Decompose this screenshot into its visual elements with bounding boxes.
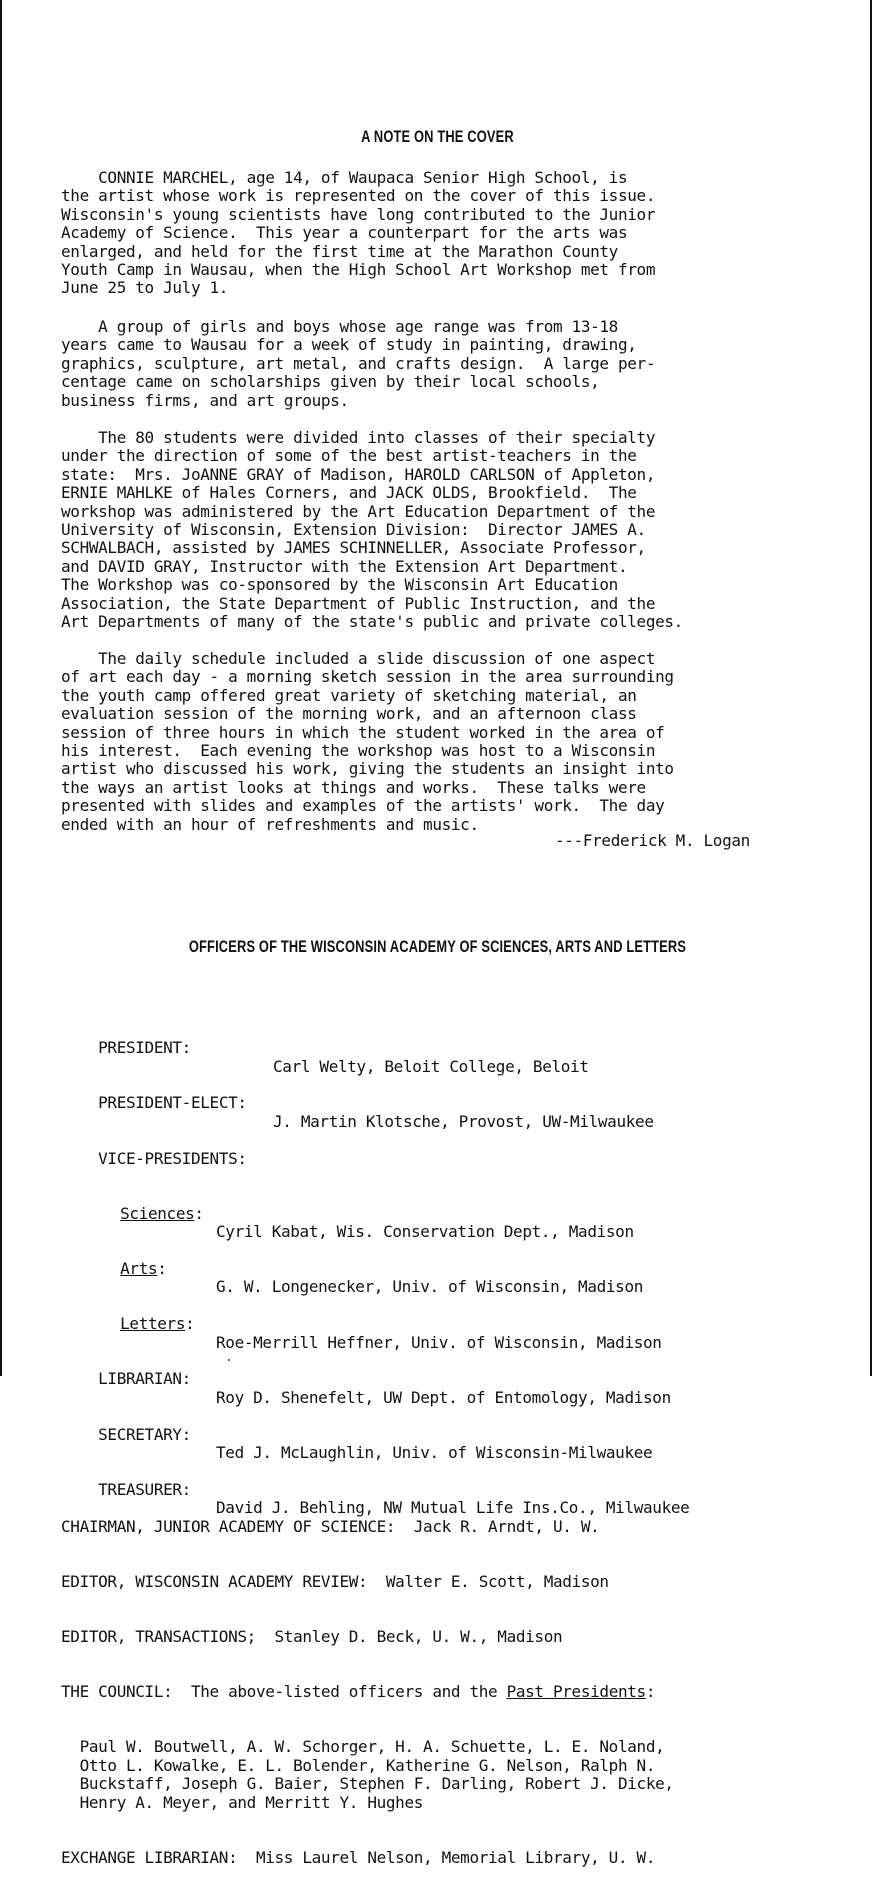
officer-row-vice-presidents [61, 1131, 674, 1168]
officer-label: PRESIDENT-ELECT: [98, 1093, 247, 1113]
officer-value: Ted J. McLaughlin, Univ. of Wisconsin-Milwaukee [216, 1443, 653, 1463]
council-members: Paul W. Boutwell, A. W. Schorger, H. A. Schuette, L. E. Noland, Otto L. Kowalke, E. L. Bolender, Katherine G. Nelson, Ralph N. Buckstaff, Joseph G. Baier, Stephen F. Darling, Robert J. Dicke, Henry A. Meyer, and Merritt Y. Hughes [79, 1737, 674, 1812]
officers-list [61, 984, 690, 1886]
officer-label: SECRETARY: [98, 1424, 191, 1444]
officer-label: PRESIDENT: [98, 1038, 191, 1058]
officer-row-president [61, 1021, 674, 1076]
officer-row-secretary [61, 1407, 674, 1463]
officer-row-editor-transactions: EDITOR, TRANSACTIONS; Stanley D. Beck, U. W., Madison [61, 1627, 563, 1647]
cover-note-title: A NOTE ON THE COVER [361, 128, 514, 146]
officers-title: OFFICERS OF THE WISCONSIN ACADEMY OF SCIENCES, ARTS AND LETTERS [188, 938, 687, 956]
officer-sublabel: Arts [120, 1259, 158, 1279]
officer-sublabel: Sciences [120, 1203, 195, 1223]
cover-note-paragraph: The daily schedule included a slide discussion of one aspect of art each day - a morning sketch session in the area surrounding the youth camp offered great variety of sketching material, an evaluation session of the morning work, and an afternoon class session of three hours in which the student worked in the area of his interest. Each evening the workshop was host to a Wisconsin artist who discussed his work, giving the students an insight into the ways an artist looks at things and works. These talks were presented with slides and examples of the artists' work. The day ended with an hour of refreshments and music. [61, 649, 674, 834]
officer-row-sciences: Sciences: Cyril Kabat, Wis. Conservation Dept., Madison [120, 1203, 634, 1242]
officer-row-treasurer [61, 1462, 690, 1518]
cover-note-paragraph: A group of girls and boys whose age range was from 13-18 years came to Wausau for a week of study in painting, drawing, graphics, sculpture, art metal, and crafts design. A large per- centage came on scholarships given by their local schools, business firms, and art groups. [61, 317, 656, 410]
author-signature: ---Frederick M. Logan [555, 831, 750, 850]
officer-row-editor-review: EDITOR, WISCONSIN ACADEMY REVIEW: Walter E. Scott, Madison [61, 1571, 609, 1591]
stray-mark [228, 1359, 230, 1361]
cover-note-paragraph: CONNIE MARCHEL, age 14, of Waupaca Senior High School, is the artist whose work is represented on the cover of this issue. Wisconsin's young scientists have long contributed to the Junior Academy of Science. This year a counterpart for the arts was enlarged, and held for the first time at the Marathon County Youth Camp in Wausau, when the High School Art Workshop met from June 25 to July 1. [61, 168, 656, 298]
officer-value: Carl Welty, Beloit College, Beloit [273, 1056, 589, 1076]
officer-row-arts: Arts: G. W. Longenecker, Univ. of Wisconsin, Madison [120, 1259, 644, 1297]
officer-label: LIBRARIAN: [98, 1369, 191, 1389]
officer-label: VICE-PRESIDENTS: [98, 1148, 247, 1168]
cover-note-paragraph: The 80 students were divided into classes of their specialty under the direction of some of the best artist-teachers in the state: Mrs. JoANNE GRAY of Madison, HAROLD CARLSON of Appleton, ERNIE MAHLKE of Hales Corners, and JACK OLDS, Brookfield. The workshop was administered by the Art Education Department of the University of Wisconsin, Extension Division: Director JAMES A. SCHWALBACH, assisted by JAMES SCHINNELLER, Associate Professor, and DAVID GRAY, Instructor with the Extension Art Department. The Workshop was co-sponsored by the Wisconsin Art Education Association, the State Department of Public Instruction, and the Art Departments of many of the state's public and private colleges. [61, 428, 683, 632]
officer-sublabel: Letters [120, 1314, 186, 1334]
officer-value: David J. Behling, NW Mutual Life Ins.Co., Milwaukee [216, 1498, 690, 1518]
officer-value: Roe-Merrill Heffner, Univ. of Wisconsin, Madison [216, 1332, 662, 1352]
council-suffix: : [645, 1682, 656, 1702]
officer-row-librarian [61, 1352, 674, 1407]
officer-row-council [61, 1683, 674, 1701]
council-prefix: THE COUNCIL: The above-listed officers and the [61, 1682, 507, 1702]
officer-row-president-elect [61, 1076, 674, 1131]
officer-value: Cyril Kabat, Wis. Conservation Dept., Madison [216, 1222, 634, 1242]
officer-value: J. Martin Klotsche, Provost, UW-Milwaukee [273, 1111, 654, 1131]
past-presidents-label: Past Presidents [506, 1682, 646, 1702]
officer-row-exchange-librarian: EXCHANGE LIBRARIAN: Miss Laurel Nelson, Memorial Library, U. W. [61, 1847, 656, 1867]
officer-value: G. W. Longenecker, Univ. of Wisconsin, Madison [216, 1277, 644, 1297]
officer-value: Roy D. Shenefelt, UW Dept. of Entomology, Madison [216, 1387, 671, 1407]
officer-row-letters: Letters: Roe-Merrill Heffner, Univ. of Wisconsin, Madison [120, 1314, 662, 1352]
officer-label: TREASURER: [98, 1479, 191, 1499]
officer-row-chairman: CHAIRMAN, JUNIOR ACADEMY OF SCIENCE: Jack R. Arndt, U. W. [61, 1516, 600, 1536]
